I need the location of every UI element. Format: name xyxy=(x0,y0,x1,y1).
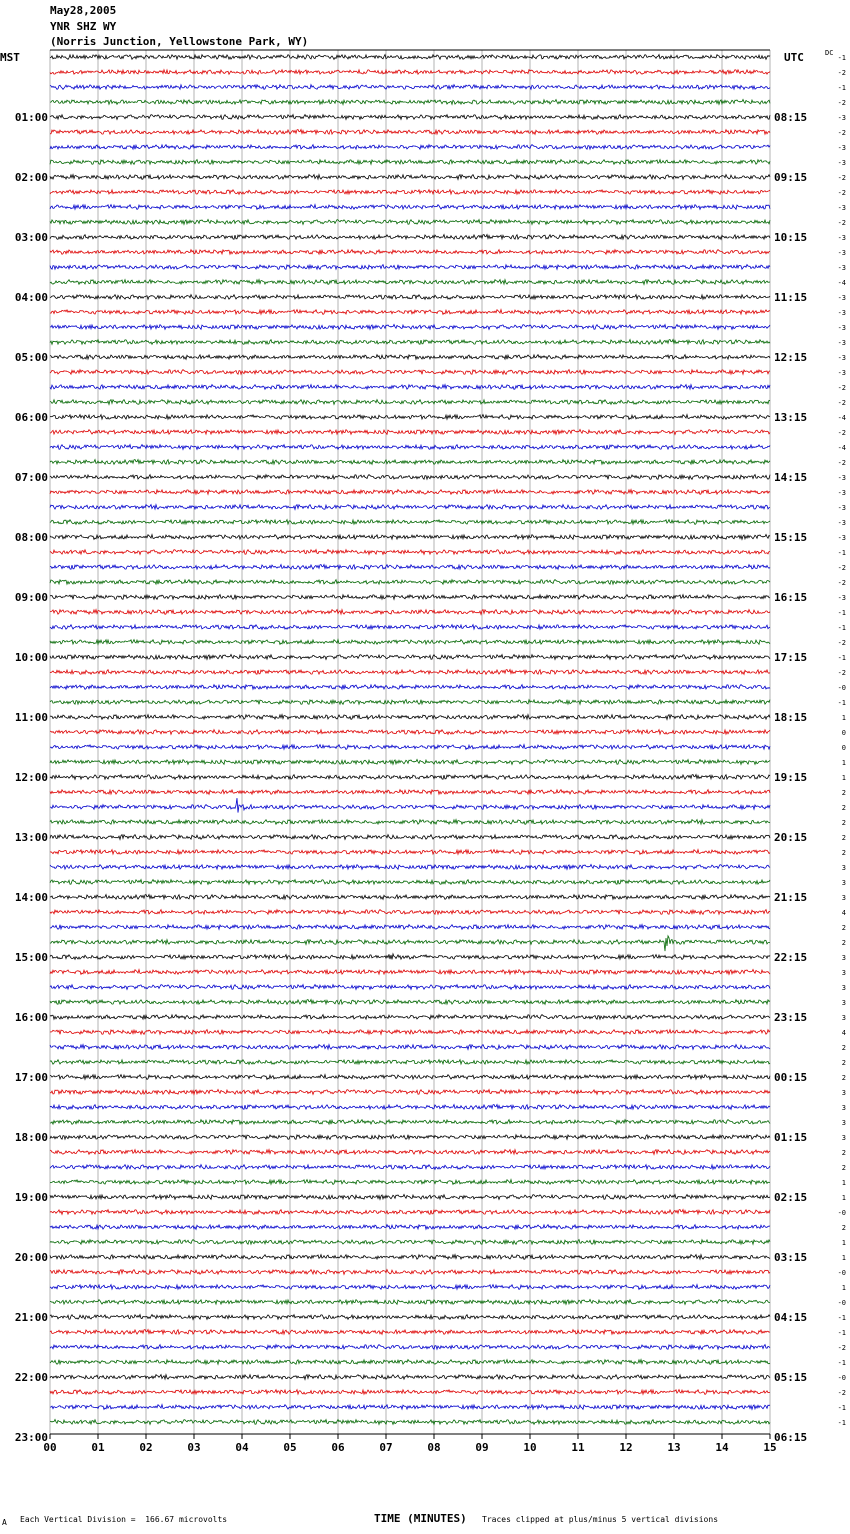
seismic-trace xyxy=(50,985,770,990)
dc-offset-label: 1 xyxy=(841,1254,846,1262)
seismic-trace xyxy=(50,55,770,60)
mst-hour-label: 03:00 xyxy=(14,231,48,244)
x-tick-label: 12 xyxy=(619,1441,633,1454)
mst-hour-label: 13:00 xyxy=(14,831,48,844)
dc-offset-label: -1 xyxy=(837,84,846,92)
utc-hour-label: 13:15 xyxy=(774,411,808,424)
seismic-trace xyxy=(50,715,770,720)
seismic-trace xyxy=(50,265,770,270)
dc-offset-label: -0 xyxy=(837,1269,846,1277)
plot-date: May28,2005 xyxy=(50,4,117,17)
x-tick-label: 13 xyxy=(667,1441,681,1454)
seismic-trace xyxy=(50,475,770,480)
seismic-trace xyxy=(50,205,770,210)
utc-hour-label: 19:15 xyxy=(774,771,808,784)
seismic-trace xyxy=(50,1015,770,1020)
utc-hour-label: 08:15 xyxy=(774,111,808,124)
seismic-trace xyxy=(50,400,770,405)
seismic-trace xyxy=(50,70,770,75)
dc-offset-label: 1 xyxy=(841,1239,846,1247)
mst-hour-label: 10:00 xyxy=(14,651,48,664)
dc-offset-label: -4 xyxy=(837,444,846,452)
dc-offset-label: -2 xyxy=(837,459,846,467)
utc-hour-label: 00:15 xyxy=(774,1071,808,1084)
seismic-trace xyxy=(50,1330,770,1335)
utc-hour-label: 14:15 xyxy=(774,471,808,484)
seismic-trace xyxy=(50,1360,770,1365)
dc-offset-label: -3 xyxy=(837,204,846,212)
mst-hour-label: 05:00 xyxy=(14,351,48,364)
seismic-trace xyxy=(50,1060,770,1065)
dc-offset-label: -3 xyxy=(837,339,846,347)
seismic-trace xyxy=(50,655,770,660)
mst-hour-label: 02:00 xyxy=(14,171,48,184)
clip-note: Traces clipped at plus/minus 5 vertical divisions xyxy=(482,1515,719,1524)
seismic-trace xyxy=(50,925,770,930)
seismic-trace xyxy=(50,1375,770,1380)
utc-hour-label: 17:15 xyxy=(774,651,808,664)
dc-offset-label: -3 xyxy=(837,264,846,272)
seismic-trace xyxy=(50,445,770,450)
dc-offset-label: -4 xyxy=(837,414,846,422)
seismic-trace xyxy=(50,970,770,975)
dc-offset-label: 3 xyxy=(841,864,846,872)
seismic-trace xyxy=(50,1150,770,1155)
seismic-trace xyxy=(50,1210,770,1215)
dc-offset-label: -3 xyxy=(837,114,846,122)
seismic-trace xyxy=(50,235,770,240)
dc-offset-label: -3 xyxy=(837,234,846,242)
seismic-trace xyxy=(50,1135,770,1140)
x-tick-label: 15 xyxy=(763,1441,777,1454)
station-location: (Norris Junction, Yellowstone Park, WY) xyxy=(50,35,309,48)
x-tick-label: 11 xyxy=(571,1441,585,1454)
seismic-trace xyxy=(50,1315,770,1320)
mst-hour-label: 09:00 xyxy=(14,591,48,604)
mst-hour-label: 11:00 xyxy=(14,711,48,724)
dc-offset-label: 2 xyxy=(841,1164,846,1172)
dc-offset-label: -3 xyxy=(837,294,846,302)
x-tick-label: 00 xyxy=(43,1441,57,1454)
seismic-trace xyxy=(50,1390,770,1395)
dc-offset-label: -1 xyxy=(837,1329,846,1337)
seismic-trace xyxy=(50,700,770,705)
dc-offset-label: -1 xyxy=(837,624,846,632)
seismic-trace xyxy=(50,1000,770,1005)
seismic-trace xyxy=(50,190,770,195)
x-tick-label: 01 xyxy=(91,1441,105,1454)
seismic-trace xyxy=(50,115,770,120)
mst-hour-label: 14:00 xyxy=(14,891,48,904)
dc-offset-label: -3 xyxy=(837,474,846,482)
seismic-trace xyxy=(50,1165,770,1170)
seismic-trace xyxy=(50,670,770,675)
utc-hour-label: 10:15 xyxy=(774,231,808,244)
dc-offset-label: 3 xyxy=(841,1104,846,1112)
seismic-trace xyxy=(50,1180,770,1185)
dc-offset-label: 3 xyxy=(841,1089,846,1097)
dc-offset-label: -2 xyxy=(837,384,846,392)
dc-offset-label: -2 xyxy=(837,189,846,197)
dc-offset-label: -0 xyxy=(837,1299,846,1307)
dc-offset-label: -0 xyxy=(837,1374,846,1382)
seismic-trace xyxy=(50,895,770,900)
mst-hour-label: 12:00 xyxy=(14,771,48,784)
seismic-trace xyxy=(50,580,770,585)
seismic-trace xyxy=(50,295,770,300)
dc-offset-label: 2 xyxy=(841,834,846,842)
seismic-trace xyxy=(50,1105,770,1110)
left-timezone-label: MST xyxy=(0,51,20,64)
x-tick-label: 05 xyxy=(283,1441,297,1454)
x-tick-label: 06 xyxy=(331,1441,345,1454)
dc-offset-label: -3 xyxy=(837,534,846,542)
dc-offset-label: -3 xyxy=(837,159,846,167)
dc-offset-label: -2 xyxy=(837,564,846,572)
dc-offset-label: 1 xyxy=(841,759,846,767)
dc-offset-label: 3 xyxy=(841,969,846,977)
mst-hour-label: 17:00 xyxy=(14,1071,48,1084)
dc-offset-label: 1 xyxy=(841,774,846,782)
utc-hour-label: 15:15 xyxy=(774,531,808,544)
dc-offset-label: -1 xyxy=(837,1314,846,1322)
dc-offset-label: 3 xyxy=(841,999,846,1007)
x-tick-label: 10 xyxy=(523,1441,537,1454)
dc-offset-label: -2 xyxy=(837,429,846,437)
seismic-trace xyxy=(50,1240,770,1245)
seismic-trace xyxy=(50,625,770,630)
dc-offset-label: -3 xyxy=(837,324,846,332)
seismic-trace xyxy=(50,760,770,765)
dc-offset-label: 1 xyxy=(841,1194,846,1202)
x-tick-label: 04 xyxy=(235,1441,249,1454)
dc-offset-label: -1 xyxy=(837,609,846,617)
dc-offset-label: -3 xyxy=(837,369,846,377)
seismic-trace xyxy=(50,595,770,600)
seismic-trace xyxy=(50,415,770,420)
mst-hour-label: 19:00 xyxy=(14,1191,48,1204)
dc-offset-label: 3 xyxy=(841,984,846,992)
seismic-trace xyxy=(50,610,770,615)
dc-offset-label: 0 xyxy=(841,744,846,752)
dc-offset-label: 1 xyxy=(841,1284,846,1292)
seismic-trace xyxy=(50,1030,770,1035)
seismic-trace xyxy=(50,340,770,345)
seismic-trace xyxy=(50,385,770,390)
mst-hour-label: 20:00 xyxy=(14,1251,48,1264)
seismic-trace xyxy=(50,936,770,951)
seismic-trace xyxy=(50,250,770,255)
dc-offset-label: -2 xyxy=(837,219,846,227)
dc-offset-label: -0 xyxy=(837,1209,846,1217)
utc-hour-label: 22:15 xyxy=(774,951,808,964)
dc-offset-label: 3 xyxy=(841,894,846,902)
seismic-trace xyxy=(50,1300,770,1305)
dc-offset-label: -3 xyxy=(837,489,846,497)
seismic-trace xyxy=(50,1270,770,1275)
dc-offset-label: 2 xyxy=(841,849,846,857)
dc-offset-label: -2 xyxy=(837,129,846,137)
dc-offset-label: -0 xyxy=(837,684,846,692)
mst-hour-label: 21:00 xyxy=(14,1311,48,1324)
corner-mark: A xyxy=(2,1518,7,1527)
utc-hour-label: 16:15 xyxy=(774,591,808,604)
dc-offset-label: 2 xyxy=(841,1149,846,1157)
dc-offset-label: -3 xyxy=(837,309,846,317)
x-tick-label: 07 xyxy=(379,1441,393,1454)
dc-offset-label: -2 xyxy=(837,99,846,107)
dc-offset-label: -3 xyxy=(837,519,846,527)
x-axis-title: TIME (MINUTES) xyxy=(374,1512,467,1525)
seismic-trace xyxy=(50,310,770,315)
dc-offset-label: -2 xyxy=(837,639,846,647)
x-tick-label: 02 xyxy=(139,1441,153,1454)
dc-offset-label: 2 xyxy=(841,924,846,932)
dc-offset-label: -1 xyxy=(837,549,846,557)
utc-hour-label: 06:15 xyxy=(774,1431,808,1444)
seismic-trace xyxy=(50,550,770,555)
seismic-trace xyxy=(50,460,770,465)
utc-hour-label: 01:15 xyxy=(774,1131,808,1144)
dc-offset-label: 3 xyxy=(841,1014,846,1022)
mst-hour-label: 18:00 xyxy=(14,1131,48,1144)
seismic-trace xyxy=(50,798,770,813)
seismic-trace xyxy=(50,820,770,825)
x-tick-label: 14 xyxy=(715,1441,729,1454)
seismic-trace xyxy=(50,280,770,285)
mst-hour-label: 15:00 xyxy=(14,951,48,964)
seismic-trace xyxy=(50,1045,770,1050)
mst-hour-label: 22:00 xyxy=(14,1371,48,1384)
dc-offset-label: 2 xyxy=(841,1059,846,1067)
dc-offset-label: -1 xyxy=(837,1404,846,1412)
seismic-trace xyxy=(50,505,770,510)
seismic-trace xyxy=(50,1285,770,1290)
utc-hour-label: 18:15 xyxy=(774,711,808,724)
mst-hour-label: 01:00 xyxy=(14,111,48,124)
seismic-trace xyxy=(50,355,770,360)
seismic-trace xyxy=(50,520,770,525)
dc-offset-label: 1 xyxy=(841,714,846,722)
seismic-trace xyxy=(50,220,770,225)
dc-offset-label: 2 xyxy=(841,1224,846,1232)
dc-offset-label: 2 xyxy=(841,819,846,827)
dc-offset-label: -1 xyxy=(837,1419,846,1427)
x-tick-label: 03 xyxy=(187,1441,201,1454)
dc-offset-label: -3 xyxy=(837,144,846,152)
dc-offset-label: -2 xyxy=(837,579,846,587)
seismic-trace xyxy=(50,880,770,885)
dc-offset-label: -1 xyxy=(837,654,846,662)
seismic-trace xyxy=(50,865,770,870)
dc-offset-label: -2 xyxy=(837,669,846,677)
dc-offset-label: 4 xyxy=(841,1029,846,1037)
dc-offset-label: -1 xyxy=(837,699,846,707)
dc-offset-label: 3 xyxy=(841,879,846,887)
dc-offset-label: -3 xyxy=(837,354,846,362)
seismic-trace xyxy=(50,790,770,795)
seismic-trace xyxy=(50,130,770,135)
mst-hour-label: 08:00 xyxy=(14,531,48,544)
dc-offset-label: -3 xyxy=(837,249,846,257)
dc-offset-label: -4 xyxy=(837,279,846,287)
seismic-trace xyxy=(50,1075,770,1080)
seismic-trace xyxy=(50,490,770,495)
seismic-trace xyxy=(50,685,770,690)
seismic-trace xyxy=(50,370,770,375)
dc-offset-label: -2 xyxy=(837,174,846,182)
dc-offset-label: -1 xyxy=(837,1359,846,1367)
dc-offset-label: 3 xyxy=(841,1134,846,1142)
station-code: YNR SHZ WY xyxy=(50,20,117,33)
mst-hour-label: 04:00 xyxy=(14,291,48,304)
mst-hour-label: 16:00 xyxy=(14,1011,48,1024)
seismic-trace xyxy=(50,565,770,570)
dc-offset-label: -1 xyxy=(837,54,846,62)
x-tick-label: 09 xyxy=(475,1441,489,1454)
seismic-trace xyxy=(50,1345,770,1350)
utc-hour-label: 05:15 xyxy=(774,1371,808,1384)
right-timezone-label: UTC xyxy=(784,51,804,64)
mst-hour-label: 06:00 xyxy=(14,411,48,424)
dc-offset-label: 2 xyxy=(841,1074,846,1082)
dc-offset-label: -2 xyxy=(837,69,846,77)
dc-offset-label: 2 xyxy=(841,804,846,812)
dc-offset-label: -2 xyxy=(837,399,846,407)
seismic-trace xyxy=(50,1120,770,1125)
seismic-trace xyxy=(50,535,770,540)
utc-hour-label: 23:15 xyxy=(774,1011,808,1024)
mst-hour-label: 07:00 xyxy=(14,471,48,484)
seismic-trace xyxy=(50,1255,770,1260)
seismic-trace xyxy=(50,850,770,855)
utc-hour-label: 02:15 xyxy=(774,1191,808,1204)
dc-offset-label: 0 xyxy=(841,729,846,737)
dc-offset-label: -2 xyxy=(837,1344,846,1352)
dc-offset-label: 2 xyxy=(841,789,846,797)
utc-hour-label: 12:15 xyxy=(774,351,808,364)
seismic-trace xyxy=(50,910,770,915)
utc-hour-label: 04:15 xyxy=(774,1311,808,1324)
x-tick-label: 08 xyxy=(427,1441,441,1454)
seismic-trace xyxy=(50,775,770,780)
mst-hour-label: 23:00 xyxy=(14,1431,48,1444)
seismic-trace xyxy=(50,745,770,750)
seismic-trace xyxy=(50,835,770,840)
seismic-trace xyxy=(50,1195,770,1200)
seismic-trace xyxy=(50,1225,770,1230)
seismic-trace xyxy=(50,640,770,645)
seismic-trace xyxy=(50,175,770,180)
seismic-trace xyxy=(50,730,770,735)
dc-column-label: DC xyxy=(825,49,834,57)
dc-offset-label: -3 xyxy=(837,594,846,602)
seismic-trace xyxy=(50,100,770,105)
seismic-trace xyxy=(50,1090,770,1095)
dc-offset-label: 3 xyxy=(841,1119,846,1127)
dc-offset-label: 2 xyxy=(841,1044,846,1052)
dc-offset-label: -2 xyxy=(837,1389,846,1397)
seismic-trace xyxy=(50,85,770,90)
dc-offset-label: 1 xyxy=(841,1179,846,1187)
seismic-trace xyxy=(50,145,770,150)
seismic-trace xyxy=(50,954,770,960)
utc-hour-label: 20:15 xyxy=(774,831,808,844)
dc-offset-label: 3 xyxy=(841,954,846,962)
dc-offset-label: -3 xyxy=(837,504,846,512)
utc-hour-label: 21:15 xyxy=(774,891,808,904)
utc-hour-label: 03:15 xyxy=(774,1251,808,1264)
seismic-trace xyxy=(50,1405,770,1410)
seismic-trace xyxy=(50,325,770,330)
utc-hour-label: 11:15 xyxy=(774,291,808,304)
seismic-trace xyxy=(50,430,770,435)
seismic-trace xyxy=(50,160,770,165)
utc-hour-label: 09:15 xyxy=(774,171,808,184)
dc-offset-label: 2 xyxy=(841,939,846,947)
dc-offset-label: 4 xyxy=(841,909,846,917)
seismic-trace xyxy=(50,1420,770,1425)
division-note: Each Vertical Division = 166.67 microvolts xyxy=(20,1515,228,1524)
